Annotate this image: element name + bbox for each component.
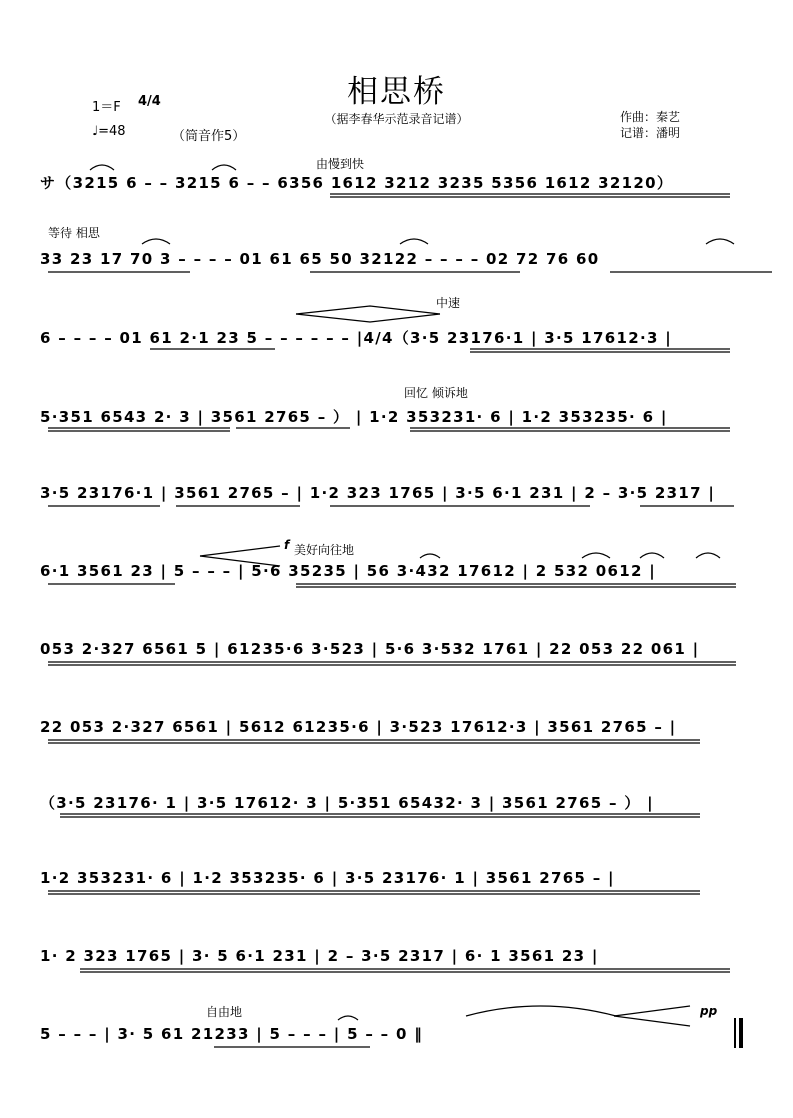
score-line-8: 22 053 2·327 6561 | 5612 61235·6 | 3·523 17612·3 | 3561 2765 – | [40, 718, 677, 736]
subtitle: （据李春华示范录音记谱） [324, 112, 469, 126]
score-line-3: 6 – – – – 01 61 2·1 23 5 – – – – – – |4/4（3·5 23176·1 | 3·5 17612·3 | [40, 329, 673, 347]
tempo-marking: ♩=48 [92, 124, 126, 139]
expression-mark: 中速 [436, 296, 461, 310]
expression-mark: 自由地 [206, 1005, 243, 1019]
score-line-6: 6·1 3561 23 | 5 – – – | 5·6 35235 | 56 3·432 17612 | 2 532 0612 | [40, 562, 657, 580]
score-line-5: 3·5 23176·1 | 3561 2765 – | 1·2 323 1765 | 3·5 6·1 231 | 2 – 3·5 2317 | [40, 484, 716, 502]
score-line-1: サ（3215 6 – – 3215 6 – – 6356 1612 3212 3235 5356 1612 32120） [40, 174, 674, 192]
fingering-note: （筒音作5） [172, 129, 246, 144]
dynamic-mark: pp [700, 1004, 718, 1018]
score-line-7: 053 2·327 6561 5 | 61235·6 3·523 | 5·6 3·532 1761 | 22 053 22 061 | [40, 640, 700, 658]
dynamic-mark: f [284, 538, 290, 552]
composer-credit: 作曲：秦艺 [620, 110, 681, 124]
expression-mark: 由慢到快 [316, 157, 365, 171]
time-signature: 4/4 [138, 94, 161, 109]
page-title: 相思桥 [347, 74, 446, 110]
score-line-11: 1· 2 323 1765 | 3· 5 6·1 231 | 2 – 3·5 2317 | 6· 1 3561 23 | [40, 947, 599, 965]
expression-mark: 等待 相思 [48, 226, 100, 240]
key-signature: 1＝F [92, 100, 121, 115]
score-line-2: 33 23 17 70 3 – – – – 01 61 65 50 32122 – – – – 02 72 76 60 [40, 250, 600, 268]
score-line-9: （3·5 23176· 1 | 3·5 17612· 3 | 5·351 65432· 3 | 3561 2765 – ） | [40, 794, 654, 812]
score-line-12: 5 – – – | 3· 5 61 21233 | 5 – – – | 5 – – 0 ‖ [40, 1025, 424, 1043]
expression-mark: 回忆 倾诉地 [404, 386, 468, 400]
transcriber-credit: 记谱：潘明 [620, 126, 681, 140]
score-line-10: 1·2 353231· 6 | 1·2 353235· 6 | 3·5 23176· 1 | 3561 2765 – | [40, 869, 615, 887]
expression-mark: 美好向往地 [294, 543, 355, 557]
score-line-4: 5·351 6543 2· 3 | 3561 2765 – ） | 1·2 353231· 6 | 1·2 353235· 6 | [40, 408, 668, 426]
